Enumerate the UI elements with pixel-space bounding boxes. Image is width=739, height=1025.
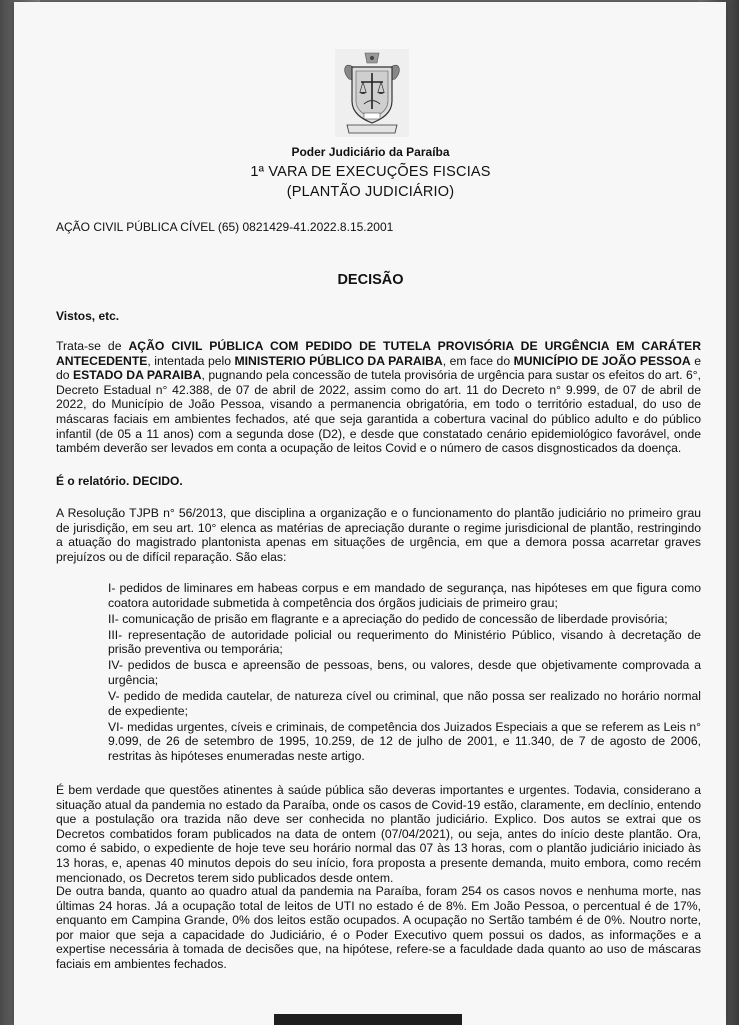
- document-page: [14, 2, 726, 1025]
- paragraph-1: Trata-se de AÇÃO CIVIL PÚBLICA COM PEDIDO DE TUTELA PROVISÓRIA DE URGÊNCIA EM CARÁTER ANTECEDENTE, intentada pelo MINISTERIO PÚBLICO DA PARAIBA, em face do MUNICÍPIO DE JOÃO PESSOA e do ESTADO DA PARAIBA, pugnando pela concessão de tutela provisória de urgência para sustar os efeitos do art. 6°, Decreto Estadual n° 42.388, de 07 de abril de 2022, assim como do art. 11 do Decreto n° 9.999, de 07 de abril de 2022, do Município de João Pessoa, visando a permanencia obrigatória, em todo o território estadual, do uso de máscaras faciais em ambientes fechados, até que seja garantida a cobertura vacinal do público adulto e do público infantil (de 05 a 11 anos) com a segunda dose (D2), e desde que constatado cenário epidemiológico favorável, onde também deverão ser levados em conta a ocupação de leitos Covid e o número de casos disgnosticados da doença.: [56, 339, 701, 456]
- greeting: Vistos, etc.: [56, 309, 120, 323]
- process-number: AÇÃO CIVIL PÚBLICA CÍVEL (65) 0821429-41.2022.8.15.2001: [56, 220, 394, 234]
- report-heading: É o relatório. DECIDO.: [56, 474, 183, 488]
- duty-label: (PLANTÃO JUDICIÁRIO): [286, 184, 455, 200]
- bottom-edge-shadow: [274, 1014, 462, 1025]
- paragraph-3: É bem verdade que questões atinentes à saúde pública são deveras importantes e urgentes. Todavia, considerano a situação atual da pandemia no estado da Paraíba, onde os casos de Covid-19 estão, claramente, em declínio, entendo que a postulação ora trazida não deve ser conhecida no plantão judiciário. Explico. Dos autos se extrai que os Decretos combatidos foram publicados na data de ontem (07/04/2021), ou seja, antes do início deste plantão. Ora, como é sabido, o expediente de hoje teve seu horário normal das 07 às 13 horas, com o plantão judiciário iniciado às 13 horas, e, apenas 40 minutos depois do seu início, fora proposta a presente demanda, muito embora, como recém mencionado, os Decretos terem sido publicados desde ontem.: [56, 783, 701, 885]
- court-unit: 1ª VARA DE EXECUÇÕES FISCIAS: [250, 164, 491, 180]
- list-item: II- comunicação de prisão em flagrante e a apreciação do pedido de concessão de liberdade provisória;: [108, 611, 668, 626]
- list-item: VI- medidas urgentes, cíveis e criminais, de competência dos Juizados Especiais a que se referem as Leis n° 9.099, de 26 de setembro de 1995, 10.259, de 12 de julho de 2001, e 11.340, de 7 de agosto de 2006, restritas às hipóteses enumeradas neste artigo.: [108, 719, 701, 764]
- document-title: DECISÃO: [337, 272, 404, 288]
- duty-matters-list: [108, 581, 701, 765]
- list-item: III- representação de autoridade policial ou requerimento do Ministério Público, visando à decretação de prisão preventiva ou temporária;: [108, 627, 701, 657]
- list-item: V- pedido de medida cautelar, de natureza cível ou criminal, que não possa ser realizado no horário normal de expediente;: [108, 689, 701, 718]
- paragraph-2: A Resolução TJPB n° 56/2013, que disciplina a organização e o funcionamento do plantão judiciário no primeiro grau de jurisdição, em seu art. 10° elenca as matérias de apreciação durante o regime jurisdicional de plantão, restringindo a atuação do magistrado plantonista apenas em situações de urgência, em que a demora possa acarretar graves prejuízos ou de difícil reparação. São elas:: [56, 506, 701, 564]
- list-item: I- pedidos de liminares em habeas corpus e em mandado de segurança, nas hipóteses em que figura como coatora autoridade submetida à competência dos órgãos judiciais de primeiro grau;: [108, 581, 701, 610]
- paragraph-4: De outra banda, quanto ao quadro atual da pandemia na Paraíba, foram 254 os casos novos e nenhuma morte, nas últimas 24 horas. Já a ocupação total de leitos de UTI no estado é de 8%. Em João Pessoa, o percentual é de 17%, enquanto em Campina Grande, 0% dos leitos estão ocupados. A ocupação no Sertão também é de 0%. Noutro norte, por maior que seja a capacidade do Judiciário, é o Poder Executivo quem possui os dados, as informações e a expertise necessária à tomada de decisões que, na hipótese, refere-se a faculdade dada quanto ao uso de máscaras faciais em ambientes fechados.: [56, 884, 701, 971]
- court-name: Poder Judiciário da Paraíba: [291, 145, 450, 159]
- list-item: IV- pedidos de busca e apreensão de pessoas, bens, ou valores, desde que objetivamente comprovada a urgência;: [108, 658, 701, 688]
- court-emblem: [335, 49, 409, 137]
